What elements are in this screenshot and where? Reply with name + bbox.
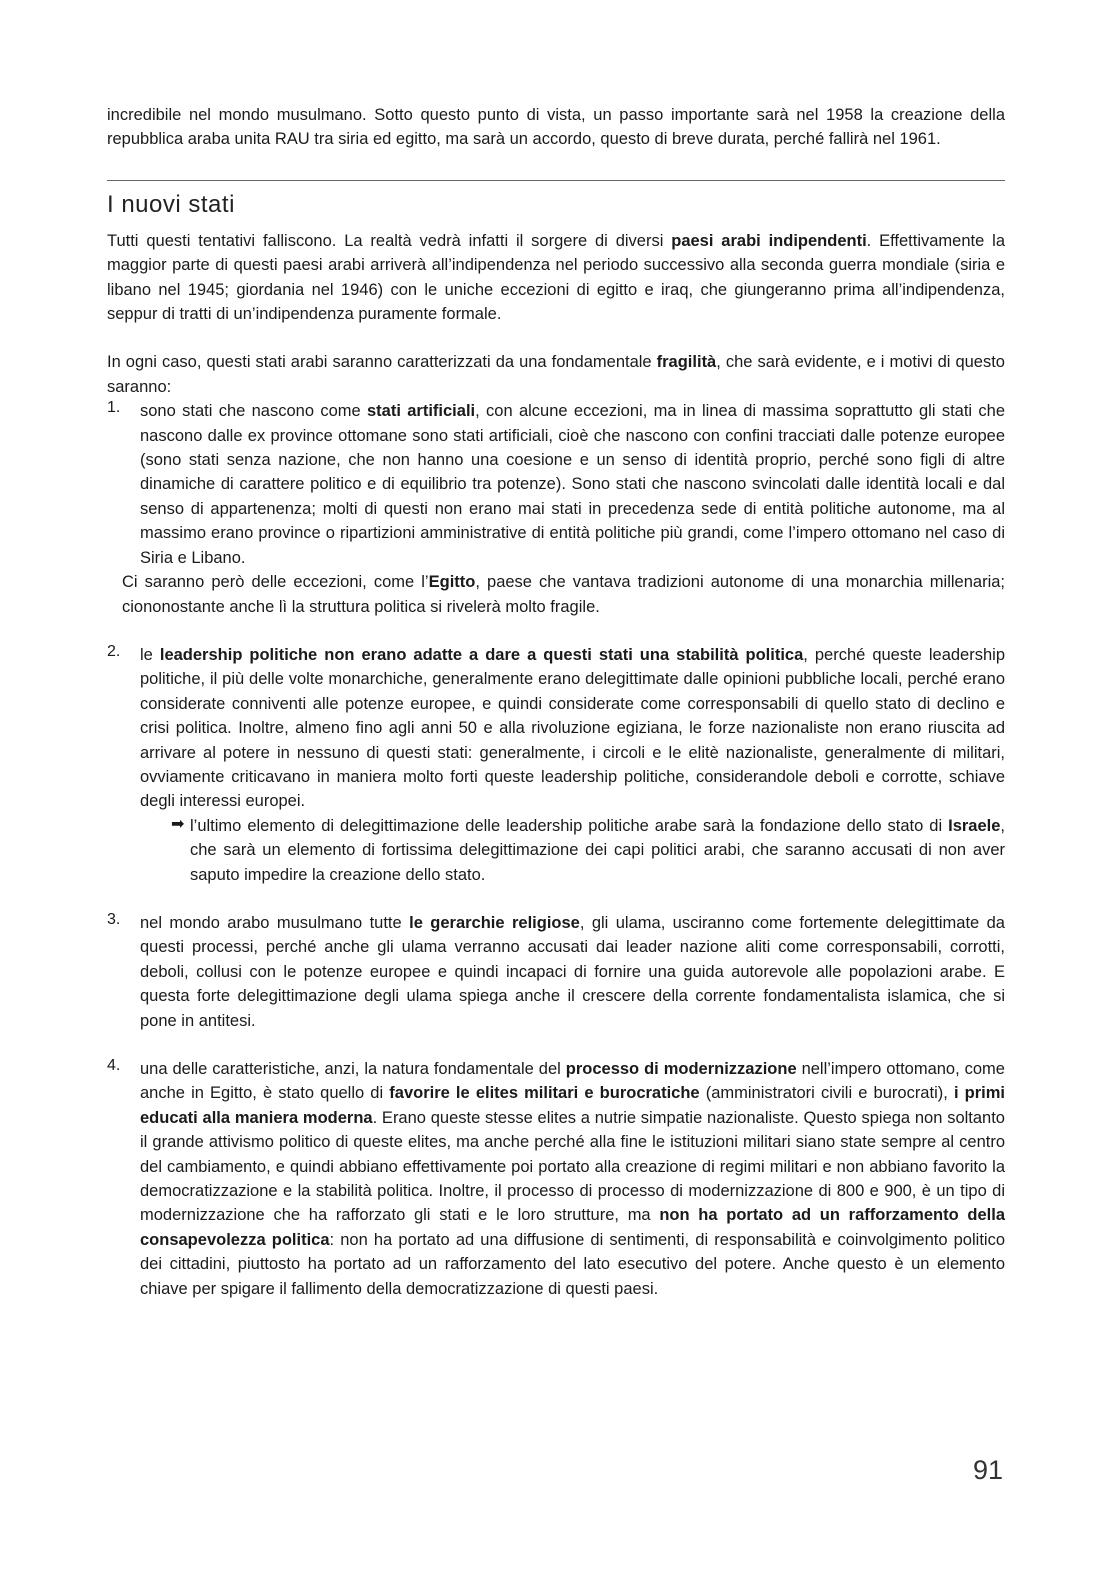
bold-text: processo di modernizzazione (565, 1060, 797, 1078)
list-number: 3. (107, 910, 121, 928)
list-item-text (140, 1057, 1005, 1301)
page-content (107, 103, 1005, 1301)
arrow-right-icon: ➡ (171, 815, 185, 833)
list-number: 2. (107, 642, 121, 660)
bold-text: le gerarchie religiose (409, 913, 580, 932)
text-run: , con alcune eccezioni, ma in linea di massima soprattutto gli stati che nascono dalle ex province ottomane sono stati artificiali, cioè che nascono con confini tracciati dalle potenze europee (sono stati senza nazione, che non hanno una coesione e un senso di identità proprio, perché sono figli di altre dinamiche di carattere politico e di equilibrio tra potenze). Sono stati che nascono svincolati dalle identità locali e dal senso di appartenenza; molti di questi non erano mai stati in precedenza sede di entità politiche autonome, ma al massimo erano province o ripartizioni amministrative di entità politiche più grandi, come l’impero ottomano nel caso di Siria e Libano. (140, 402, 1006, 567)
list-item-text (140, 399, 1005, 570)
section-divider (107, 180, 1005, 181)
text-run: l’ultimo elemento di delegittimazione delle leadership politiche arabe sarà la fondazione dello stato di (190, 816, 949, 835)
text-run: , che sarà evidente, e i motivi di questo saranno: (107, 353, 1005, 396)
text-run: incredibile nel mondo musulmano. Sotto questo punto di vista, un passo importante sarà nel 1958 la creazione della repubblica araba unita RAU tra siria ed egitto, ma sarà un accordo, questo di breve durata, perché fallirà nel 1961. (107, 106, 1005, 149)
intro-paragraph (107, 103, 1005, 152)
list-number: 4. (107, 1057, 121, 1074)
bold-text: paesi arabi indipendenti (671, 231, 867, 250)
israel-subpoint (107, 814, 1005, 887)
text-run: : non ha portato ad una diffusione di sentimenti, di responsabilità e coinvolgimento politico dei cittadini, piuttosto ha portato ad un rafforzamento del lato esecutivo del potere. Anche questo è un elemento chiave per spigare il fallimento della democratizzazione di questi paesi. (140, 1230, 1005, 1298)
bold-text: fragilità (656, 353, 717, 372)
text-run: nell’impero ottomano, come anche in Egitto, è stato quello di (140, 1060, 1005, 1103)
bold-text: favorire le elites militari e burocratiche (389, 1084, 700, 1103)
list-item (107, 643, 1005, 814)
section-heading: I nuovi stati (107, 190, 235, 218)
egypt-note (107, 570, 1005, 619)
page-number: 91 (972, 1455, 1003, 1485)
text-run: , perché queste leadership politiche, il più delle volte monarchiche, generalmente erano delegittimate dalle opinioni pubbliche locali, perché erano considerate conniventi alle potenze europee, e quindi considerate come corresponsabili di quello stato di declino e crisi politica. Inoltre, almeno fino agli anni 50 e alla rivoluzione egiziana, le forze nazionaliste non erano riuscita ad arrivare al potere in nessuno di questi stati: generalmente, i circoli e le elitè nazionaliste, generalmente di militari, ovviamente criticavano in maniera molto forti queste leadership politiche, considerandole deboli e corrotte, schiave degli interessi europei. (140, 645, 1006, 811)
bold-text: Israele (948, 816, 1001, 835)
subpoint-text (190, 814, 1005, 887)
text-run: (amministratori civili e burocrati), (699, 1084, 954, 1103)
text-run: una delle caratteristiche, anzi, la natura fondamentale del (140, 1060, 566, 1078)
list-number: 1. (107, 399, 121, 417)
paragraph-fragility (107, 350, 1005, 399)
text-run: le (140, 645, 160, 664)
list-item (107, 911, 1005, 1033)
text-run: . Effettivamente la maggior parte di questi paesi arabi arriverà all’indipendenza nel periodo successivo alla seconda guerra mondiale (siria e libano nel 1945; giordania nel 1946) con le uniche eccezioni di egitto e iraq, che giungeranno prima all’indipendenza, seppur di tratti di un’indipendenza puramente formale. (107, 231, 1005, 324)
text-run: nel mondo arabo musulmano tutte (140, 913, 410, 932)
text-run: , che sarà un elemento di fortissima delegittimazione dei capi politici arabi, che saranno accusati di non aver saputo impedire la creazione dello stato. (190, 816, 1005, 884)
list-item (107, 399, 1005, 570)
bold-text: non ha portato ad un rafforzamento della consapevolezza politica (140, 1206, 1006, 1249)
bold-text: Egitto (428, 573, 476, 592)
text-run: , paese che vantava tradizioni autonome di una monarchia millenaria; ciononostante anche lì la struttura politica si rivelerà molto fragile. (122, 573, 1005, 616)
list-item-text (140, 911, 1005, 1033)
paragraph-independence (107, 229, 1005, 327)
text-run: , gli ulama, usciranno come fortemente delegittimate da questi processi, perché anche gli ulama verranno accusati dai leader nazione aliti come corresponsabili, corrotti, deboli, collusi con le potenze europee e quindi incapaci di fornire una guida autorevole alle popolazioni arabe. E questa forte delegittimazione degli ulama spiega anche il crescere della corrente fondamentalista islamica, che si pone in antitesi. (140, 913, 1005, 1030)
bold-text: stati artificiali (367, 402, 476, 421)
list-item-text (140, 643, 1005, 814)
text-run: sono stati che nascono come (140, 402, 367, 421)
text-run: In ogni caso, questi stati arabi saranno caratterizzati da una fondamentale (107, 353, 657, 372)
bold-text: i primi educati alla maniera moderna (140, 1084, 1006, 1127)
list-item (107, 1057, 1005, 1301)
text-run: Tutti questi tentativi falliscono. La realtà vedrà infatti il sorgere di diversi (107, 231, 672, 250)
text-run: Ci saranno però delle eccezioni, come l’ (122, 573, 429, 592)
text-run: . Erano queste stesse elites a nutrie simpatie nazionaliste. Questo spiega non soltanto il grande attivismo politico di queste elites, ma anche perché alla fine le istituzioni militari siano state sempre al centro del cambiamento, e quindi abbiano effettivamente poi portato alla creazione di regimi militari e non abbiano favorito la democratizzazione e la stabilità politica. Inoltre, il processo di processo di modernizzazione di 800 e 900, è un tipo di modernizzazione che ha rafforzato gli stati e le loro strutture, ma (140, 1108, 1005, 1225)
bold-text: leadership politiche non erano adatte a dare a questi stati una stabilità politica (159, 645, 804, 664)
